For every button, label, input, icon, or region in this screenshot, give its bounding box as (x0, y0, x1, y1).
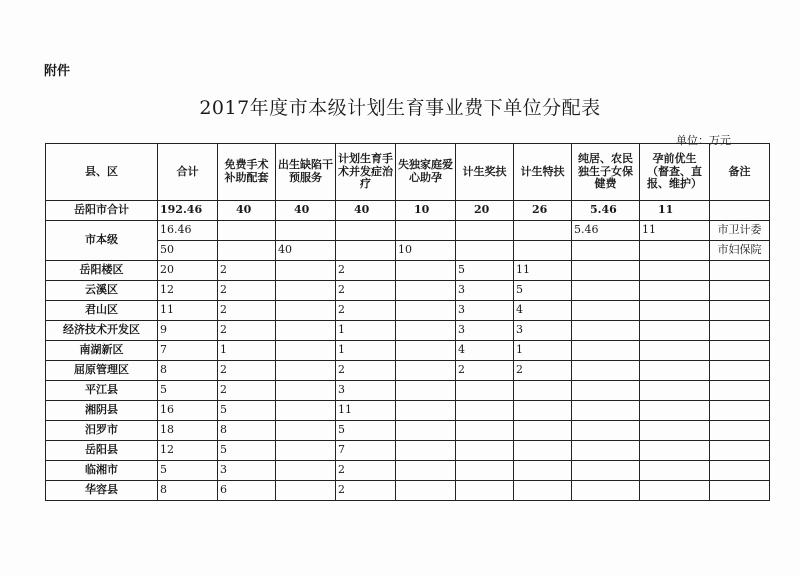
header-cell: 计划生育手术并发症治疗 (336, 144, 396, 201)
value-cell: 5 (456, 261, 514, 281)
area-cell: 屈原管理区 (46, 361, 158, 381)
value-cell: 5.46 (572, 201, 640, 221)
total-cell: 16.46 (158, 221, 218, 241)
value-cell (514, 381, 572, 401)
value-cell (276, 481, 336, 501)
value-cell (276, 281, 336, 301)
value-cell (276, 421, 336, 441)
value-cell (276, 441, 336, 461)
table-row (46, 321, 770, 341)
value-cell (640, 341, 710, 361)
total-cell: 192.46 (158, 201, 218, 221)
total-cell: 12 (158, 441, 218, 461)
value-cell (396, 421, 456, 441)
header-cell: 计生特扶 (514, 144, 572, 201)
area-cell: 经济技术开发区 (46, 321, 158, 341)
value-cell (276, 401, 336, 421)
value-cell: 3 (456, 281, 514, 301)
header-cell: 合计 (158, 144, 218, 201)
note-cell (710, 401, 770, 421)
value-cell (336, 221, 396, 241)
value-cell (640, 321, 710, 341)
attachment-label: 附件 (44, 64, 71, 79)
value-cell (396, 261, 456, 281)
header-cell: 免费手术补助配套 (218, 144, 276, 201)
value-cell: 1 (336, 321, 396, 341)
value-cell (640, 241, 710, 261)
value-cell: 40 (218, 201, 276, 221)
value-cell: 20 (456, 201, 514, 221)
value-cell (396, 281, 456, 301)
value-cell (514, 221, 572, 241)
value-cell (514, 241, 572, 261)
value-cell: 4 (456, 341, 514, 361)
value-cell: 2 (514, 361, 572, 381)
value-cell: 2 (336, 261, 396, 281)
table-row (46, 221, 770, 241)
value-cell (572, 441, 640, 461)
page-title: 2017年度市本级计划生育事业费下单位分配表 (199, 97, 601, 119)
unit-label: 单位：万元 (676, 134, 731, 147)
value-cell: 2 (336, 281, 396, 301)
value-cell: 5.46 (572, 221, 640, 241)
area-cell: 湘阴县 (46, 401, 158, 421)
value-cell (514, 441, 572, 461)
header-cell: 备注 (710, 144, 770, 201)
total-cell: 7 (158, 341, 218, 361)
value-cell (456, 221, 514, 241)
value-cell (218, 221, 276, 241)
value-cell (572, 381, 640, 401)
value-cell (640, 301, 710, 321)
note-cell (710, 461, 770, 481)
area-cell: 云溪区 (46, 281, 158, 301)
value-cell (396, 321, 456, 341)
value-cell (640, 441, 710, 461)
value-cell: 2 (336, 461, 396, 481)
value-cell (276, 341, 336, 361)
value-cell (572, 281, 640, 301)
area-cell: 汨罗市 (46, 421, 158, 441)
table-row (46, 361, 770, 381)
value-cell (514, 461, 572, 481)
value-cell (572, 301, 640, 321)
value-cell (572, 481, 640, 501)
value-cell: 6 (218, 481, 276, 501)
value-cell (572, 261, 640, 281)
value-cell: 7 (336, 441, 396, 461)
table-row (46, 421, 770, 441)
total-cell: 11 (158, 301, 218, 321)
value-cell: 2 (336, 361, 396, 381)
note-cell (710, 341, 770, 361)
total-cell: 50 (158, 241, 218, 261)
table-row (46, 381, 770, 401)
note-cell (710, 421, 770, 441)
value-cell (572, 401, 640, 421)
value-cell (640, 361, 710, 381)
value-cell (456, 481, 514, 501)
header-cell: 出生缺陷干预服务 (276, 144, 336, 201)
value-cell: 11 (640, 221, 710, 241)
value-cell (396, 461, 456, 481)
area-cell: 岳阳市合计 (46, 201, 158, 221)
value-cell: 11 (640, 201, 710, 221)
note-cell (710, 481, 770, 501)
table-row (46, 461, 770, 481)
value-cell (514, 401, 572, 421)
value-cell (456, 461, 514, 481)
value-cell: 4 (514, 301, 572, 321)
value-cell (456, 381, 514, 401)
value-cell (572, 361, 640, 381)
value-cell (276, 321, 336, 341)
total-cell: 8 (158, 481, 218, 501)
table-row (46, 481, 770, 501)
value-cell (276, 261, 336, 281)
note-cell: 市卫计委 (710, 221, 770, 241)
value-cell: 11 (336, 401, 396, 421)
total-cell: 5 (158, 381, 218, 401)
value-cell: 10 (396, 201, 456, 221)
area-cell: 岳阳县 (46, 441, 158, 461)
table-row-total (46, 201, 770, 221)
value-cell (396, 301, 456, 321)
header-cell: 纯居、农民独生子女保健费 (572, 144, 640, 201)
value-cell (640, 381, 710, 401)
total-cell: 12 (158, 281, 218, 301)
value-cell: 10 (396, 241, 456, 261)
value-cell: 5 (514, 281, 572, 301)
value-cell: 2 (218, 281, 276, 301)
value-cell (640, 281, 710, 301)
value-cell (456, 421, 514, 441)
value-cell (218, 241, 276, 261)
header-cell: 计生奖扶 (456, 144, 514, 201)
value-cell (396, 441, 456, 461)
value-cell (456, 241, 514, 261)
value-cell: 5 (336, 421, 396, 441)
table-row (46, 401, 770, 421)
area-cell: 临湘市 (46, 461, 158, 481)
table-row (46, 261, 770, 281)
note-cell (710, 281, 770, 301)
area-cell: 平江县 (46, 381, 158, 401)
value-cell (396, 341, 456, 361)
value-cell (640, 481, 710, 501)
total-cell: 5 (158, 461, 218, 481)
total-cell: 16 (158, 401, 218, 421)
value-cell (572, 321, 640, 341)
value-cell: 40 (276, 201, 336, 221)
note-cell (710, 361, 770, 381)
value-cell: 2 (336, 481, 396, 501)
area-cell: 市本级 (46, 221, 158, 261)
value-cell (514, 481, 572, 501)
value-cell (640, 461, 710, 481)
value-cell: 2 (218, 301, 276, 321)
value-cell: 2 (218, 261, 276, 281)
value-cell (276, 361, 336, 381)
value-cell (514, 421, 572, 441)
value-cell: 3 (456, 321, 514, 341)
total-cell: 18 (158, 421, 218, 441)
value-cell: 2 (218, 361, 276, 381)
value-cell: 11 (514, 261, 572, 281)
allocation-table (45, 143, 770, 501)
value-cell: 5 (218, 441, 276, 461)
value-cell: 3 (336, 381, 396, 401)
note-cell: 市妇保院 (710, 241, 770, 261)
value-cell: 2 (456, 361, 514, 381)
total-cell: 8 (158, 361, 218, 381)
value-cell (640, 261, 710, 281)
table-row (46, 341, 770, 361)
header-cell: 孕前优生（督查、直报、维护） (640, 144, 710, 201)
value-cell (396, 481, 456, 501)
value-cell: 2 (218, 381, 276, 401)
value-cell (572, 341, 640, 361)
table-row (46, 301, 770, 321)
value-cell: 1 (218, 341, 276, 361)
value-cell: 2 (336, 301, 396, 321)
header-cell: 失独家庭爱心助孕 (396, 144, 456, 201)
table-row (46, 441, 770, 461)
value-cell (276, 461, 336, 481)
value-cell: 1 (514, 341, 572, 361)
value-cell (572, 461, 640, 481)
value-cell: 2 (218, 321, 276, 341)
value-cell: 3 (514, 321, 572, 341)
value-cell (276, 221, 336, 241)
value-cell: 1 (336, 341, 396, 361)
value-cell: 5 (218, 401, 276, 421)
value-cell (456, 401, 514, 421)
value-cell (456, 441, 514, 461)
total-cell: 9 (158, 321, 218, 341)
total-cell: 20 (158, 261, 218, 281)
table-header-row (46, 144, 770, 201)
note-cell (710, 301, 770, 321)
header-cell: 县、区 (46, 144, 158, 201)
value-cell: 3 (218, 461, 276, 481)
note-cell (710, 261, 770, 281)
area-cell: 君山区 (46, 301, 158, 321)
value-cell (276, 301, 336, 321)
value-cell: 8 (218, 421, 276, 441)
note-cell (710, 441, 770, 461)
note-cell (710, 321, 770, 341)
value-cell (336, 241, 396, 261)
value-cell: 26 (514, 201, 572, 221)
note-cell (710, 201, 770, 221)
area-cell: 南湖新区 (46, 341, 158, 361)
area-cell: 岳阳楼区 (46, 261, 158, 281)
area-cell: 华容县 (46, 481, 158, 501)
value-cell (640, 421, 710, 441)
value-cell (396, 221, 456, 241)
table-row (46, 281, 770, 301)
value-cell (396, 361, 456, 381)
value-cell (396, 381, 456, 401)
note-cell (710, 381, 770, 401)
value-cell (276, 381, 336, 401)
value-cell (640, 401, 710, 421)
value-cell (572, 421, 640, 441)
value-cell: 40 (276, 241, 336, 261)
value-cell: 3 (456, 301, 514, 321)
value-cell (396, 401, 456, 421)
value-cell: 40 (336, 201, 396, 221)
value-cell (572, 241, 640, 261)
